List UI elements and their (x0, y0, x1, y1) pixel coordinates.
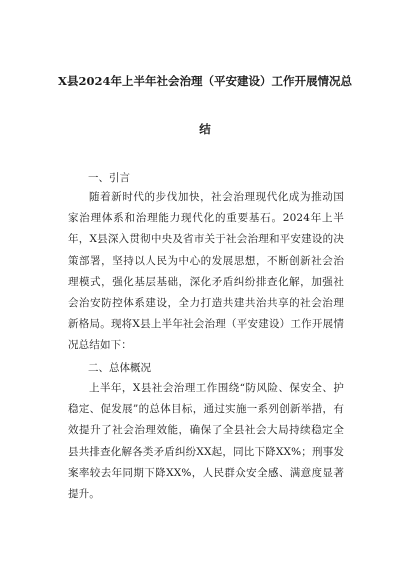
document-title-continued: 结 (199, 122, 211, 136)
section-paragraph-introduction: 随着新时代的步伐加快，社会治理现代化成为推动国家治理体系和治理能力现代化的重要基石。2024年上半年，X县深入贯彻中央及省市关于社会治理和平安建设的决策部署，坚持以人民为中心的发展思想，不断创新社会治理模式，强化基层基础，深化矛盾纠纷排查化解，加强社会治安防控体系建设，全力打造共建共治共享的社会治理新格局。现将X县上半年社会治理（平安建设）工作开展情况总结如下： (68, 191, 344, 352)
section-paragraph-overview: 上半年，X县社会治理工作围绕“防风险、保安全、护稳定、促发展”的总体目标，通过实施一系列创新举措，有效提升了社会治理效能，确保了全县社会大局持续稳定全县共排查化解各类矛盾纠纷XX起，同比下降XX%；刑事发案率较去年同期下降XX%，人民群众安全感、满意度显著提升。 (68, 382, 344, 501)
section-heading-introduction: 一、引言 (88, 172, 130, 184)
section-heading-overview: 二、总体概况 (88, 362, 151, 374)
document-title: X县2024年上半年社会治理（平安建设）工作开展情况总 (58, 74, 352, 88)
